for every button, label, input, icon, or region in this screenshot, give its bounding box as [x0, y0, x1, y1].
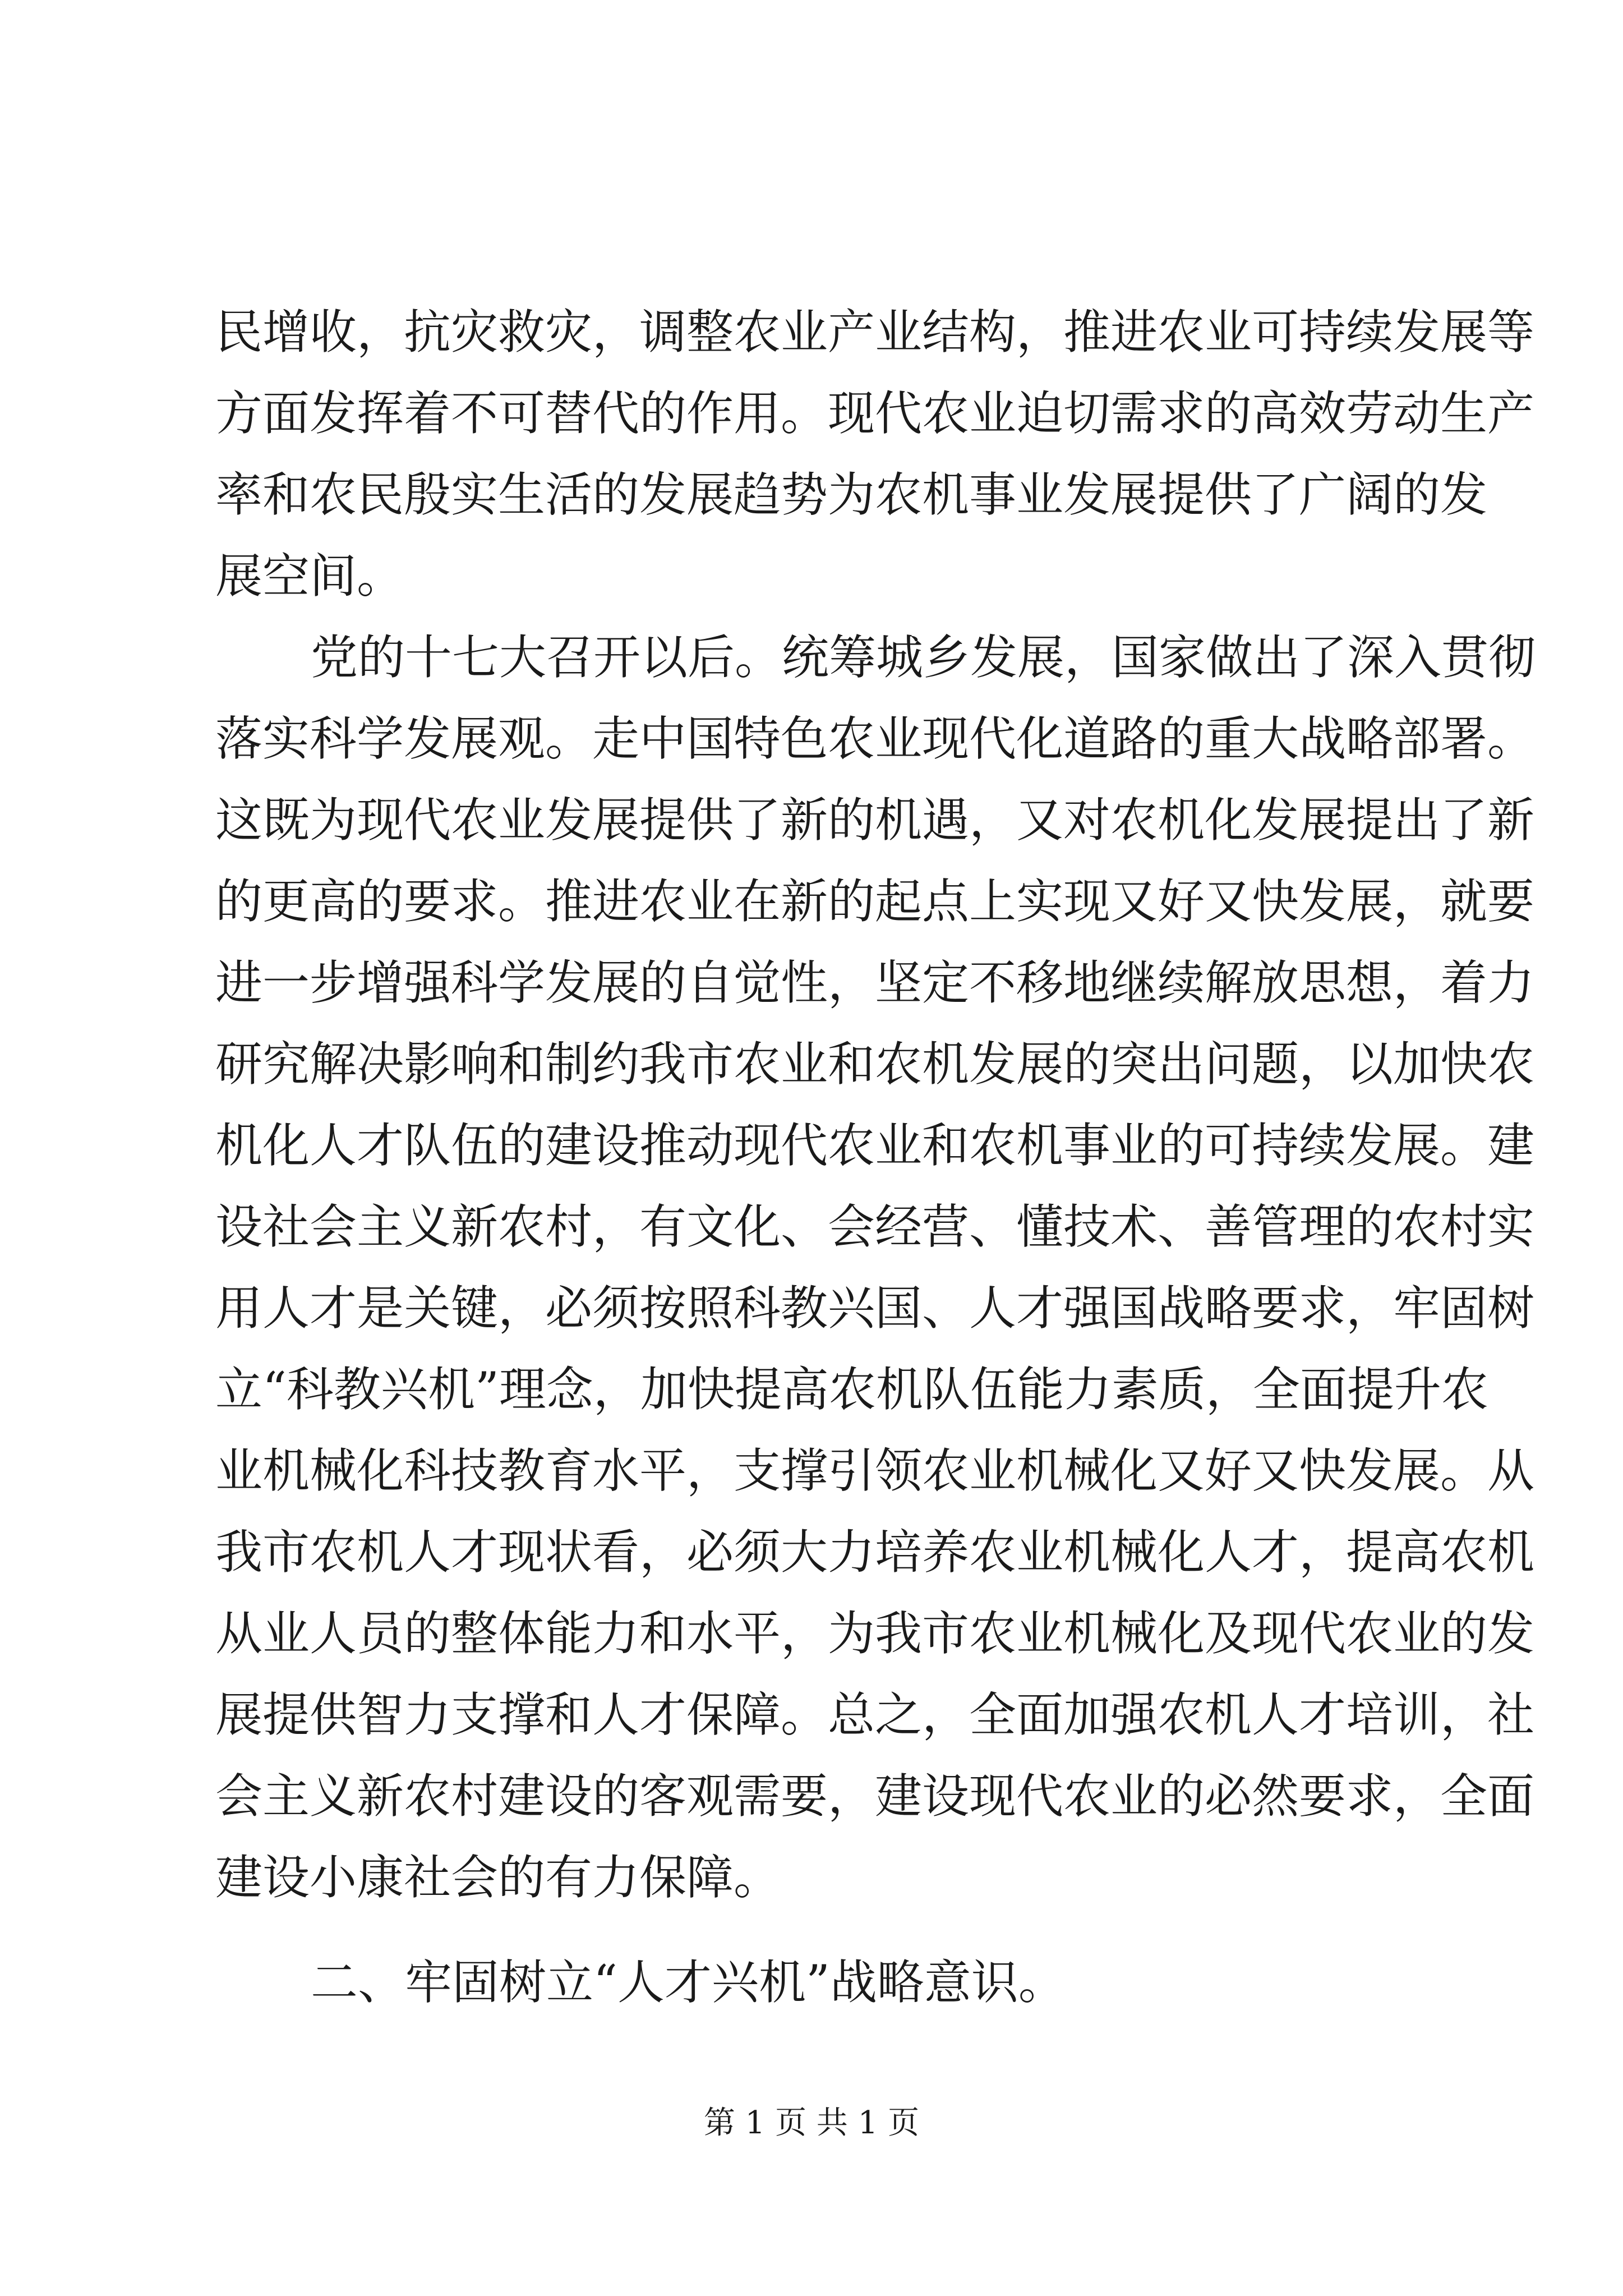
document-body	[215, 292, 1536, 2023]
text-line-6: 落实科学发展观。走中国特色农业现代化道路的重大战略部署。	[215, 711, 1535, 766]
section-heading: 二、牢固树立“人才兴机”战略意识。	[311, 1955, 1066, 2010]
text-line-19: 会主义新农村建设的客观需要，建设现代农业的必然要求，全面	[215, 1769, 1535, 1824]
text-line-17: 从业人员的整体能力和水平，为我市农业机械化及现代农业的发	[215, 1606, 1535, 1661]
text-line-2: 方面发挥着不可替代的作用。现代农业迫切需求的高效劳动生产	[215, 386, 1535, 441]
text-line-13: 用人才是关键，必须按照科教兴国、人才强国战略要求，牢固树	[215, 1281, 1535, 1336]
text-line-16: 我市农机人才现状看，必须大力培养农业机械化人才，提高农机	[215, 1525, 1535, 1580]
text-line-11: 机化人才队伍的建设推动现代农业和农机事业的可持续发展。建	[215, 1118, 1535, 1173]
page-footer: 第 1 页 共 1 页	[703, 2105, 920, 2141]
text-line-12: 设社会主义新农村，有文化、会经营、懂技术、善管理的农村实	[215, 1199, 1535, 1254]
text-line-18: 展提供智力支撑和人才保障。总之，全面加强农机人才培训，社	[215, 1687, 1535, 1742]
text-line-3: 率和农民殷实生活的发展趋势为农机事业发展提供了广阔的发	[215, 467, 1488, 522]
text-line-5: 党的十七大召开以后。统筹城乡发展，国家做出了深入贯彻	[311, 630, 1536, 685]
text-line-4: 展空间。	[215, 549, 404, 604]
text-line-9: 进一步增强科学发展的自觉性，坚定不移地继续解放思想，着力	[215, 955, 1535, 1010]
text-line-20: 建设小康社会的有力保障。	[215, 1850, 781, 1905]
text-line-1: 民增收，抗灾救灾，调整农业产业结构，推进农业可持续发展等	[215, 305, 1535, 360]
text-line-8: 的更高的要求。推进农业在新的起点上实现又好又快发展，就要	[215, 874, 1535, 929]
text-line-15: 业机械化科技教育水平，支撑引领农业机械化又好又快发展。从	[215, 1443, 1535, 1498]
text-line-14: 立“科教兴机”理念，加快提高农机队伍能力素质，全面提升农	[215, 1362, 1488, 1417]
text-line-10: 研究解决影响和制约我市农业和农机发展的突出问题，以加快农	[215, 1037, 1535, 1092]
text-line-7: 这既为现代农业发展提供了新的机遇，又对农机化发展提出了新	[215, 793, 1535, 848]
